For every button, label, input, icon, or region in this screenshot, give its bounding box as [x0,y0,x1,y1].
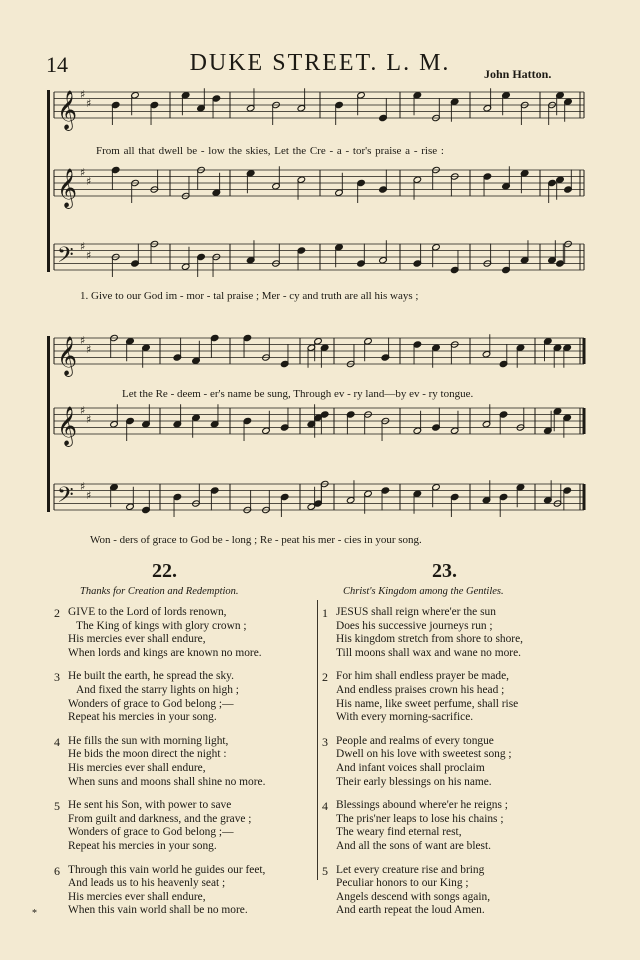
hymn-number-23: 23. [432,560,457,582]
hymn-subtitle-23: Christ's Kingdom among the Gentiles. [343,586,504,597]
sharp-icon: ♯ [86,342,92,356]
verse-line: And infant voices shall proclaim [336,761,485,774]
stanza-number: 3 [54,670,60,685]
treble-clef-icon: 𝄞 [57,168,78,208]
sharp-icon: ♯ [86,248,92,262]
sharp-icon: ♯ [80,333,86,347]
stanza [322,864,582,918]
verse-line: The weary find eternal rest, [336,826,462,839]
stanza [322,606,582,660]
verse-line: Their early blessings on his name. [336,775,492,788]
stanza-number: 1 [322,606,328,620]
sharp-icon: ♯ [86,96,92,110]
verse-line: JESUS shall reign where'er the sun [336,606,496,618]
verse-line: He built the earth, he spread the sky. [68,670,234,683]
system-bracket [47,336,50,512]
verse-line: Dwell on his love with sweetest song ; [336,748,512,761]
verse-line: He bids the moon direct the night : [68,748,227,761]
verse-line: Angels descend with songs again, [336,890,491,903]
page-number: 14 [46,52,68,77]
verse-line: With every morning-sacrifice. [336,711,474,724]
verse-line: Blessings abound where'er he reigns ; [336,799,508,812]
hymn-subtitle-22: Thanks for Creation and Redemption. [80,586,239,597]
lyric-line-system2-upper: Let the Re - deem - er's name be sung, Through ev - ry land—by ev - ry tongue. [122,388,474,400]
stanza [54,864,314,918]
verse-line: Wonders of grace to God belong ;— [68,826,234,839]
stanza [54,735,314,789]
verse-line: And leads us to his heavenly seat ; [68,877,226,890]
verse-line: From guilt and darkness, and the grave ; [68,812,252,825]
verse-line: Wonders of grace to God belong ;— [68,697,234,710]
verse-line: When this vain world shall be no more. [68,904,248,917]
stanza [322,799,582,853]
hymn-22-text [54,606,314,928]
sharp-icon: ♯ [86,174,92,188]
verse-line: Peculiar honors to our King ; [336,877,469,890]
verse-line: The King of kings with glory crown ; [76,619,247,632]
system-bracket [47,90,50,272]
composer-credit: John Hatton. [484,67,552,81]
treble-clef-icon: 𝄞 [57,336,78,376]
verse-line: His mercies ever shall endure, [68,890,206,903]
stanza-number: 5 [54,799,60,814]
stanza [54,606,314,660]
verse-line: People and realms of every tongue [336,734,494,747]
verse-line: Repeat his mercies in your song. [68,711,217,724]
verse-line: For him shall endless prayer be made, [336,670,510,683]
verse-line: And fixed the starry lights on high ; [76,683,239,696]
sharp-icon: ♯ [80,87,86,101]
stanza [322,670,582,724]
stanza-number: 4 [54,734,60,749]
sharp-icon: ♯ [80,479,86,493]
verse-line: His mercies ever shall endure, [68,633,206,646]
treble-clef-icon: 𝄞 [57,406,78,446]
printer-mark: * [32,908,37,919]
verse-line: Does his successive journeys run ; [336,619,493,632]
verse-line: And earth repeat the loud Amen. [336,904,485,917]
stanza-number: 2 [54,606,60,620]
verse-line: His mercies ever shall endure, [68,761,206,774]
sharp-icon: ♯ [80,165,86,179]
stanza-number: 5 [322,863,328,878]
stanza-number: 6 [54,863,60,878]
verse-line: Repeat his mercies in your song. [68,839,217,852]
verse-line: He fills the sun with morning light, [68,734,229,747]
hymn-number-22: 22. [152,560,177,582]
verse-line: GIVE to the Lord of lords renown, [68,606,227,618]
verse-line: When lords and kings are known no more. [68,646,262,659]
verse-line: Let every creature rise and bring [336,863,485,876]
stanza-number: 2 [322,670,328,685]
verse-line: The pris'ner leaps to lose his chains ; [336,812,504,825]
verse-line: His name, like sweet perfume, shall rise [336,697,519,710]
stanza-number: 4 [322,799,328,814]
sharp-icon: ♯ [86,488,92,502]
column-divider [317,600,318,880]
verse-line: His kingdom stretch from shore to shore, [336,633,523,646]
treble-clef-icon: 𝄞 [57,90,78,130]
lyric-line-system2-lower: Won - ders of grace to God be - long ; Re - peat his mer - cies in your song. [90,534,422,546]
sharp-icon: ♯ [80,239,86,253]
verse-line: He sent his Son, with power to save [68,799,232,812]
verse-line: And all the sons of want are blest. [336,839,492,852]
stanza-number: 3 [322,734,328,749]
stanza [54,670,314,724]
hymn-23-text [322,606,582,928]
lyric-line-system1-lower: 1. Give to our God im - mor - tal praise ; Mer - cy and truth are all his ways ; [80,290,419,302]
stanza [322,735,582,789]
lyric-line-system1-upper: From all that dwell be - low the skies, Let the Cre - a - tor's praise a - rise : [96,145,444,157]
bass-clef-icon: 𝄢 [57,483,74,513]
verse-line: Through this vain world he guides our feet, [68,863,266,876]
sharp-icon: ♯ [86,412,92,426]
verse-line: When suns and moons shall shine no more. [68,775,266,788]
tune-title: DUKE STREET. L. M. [189,50,451,76]
bass-clef-icon: 𝄢 [57,243,74,273]
sharp-icon: ♯ [80,403,86,417]
verse-line: Till moons shall wax and wane no more. [336,646,521,659]
stanza [54,799,314,853]
verse-line: And endless praises crown his head ; [336,683,505,696]
